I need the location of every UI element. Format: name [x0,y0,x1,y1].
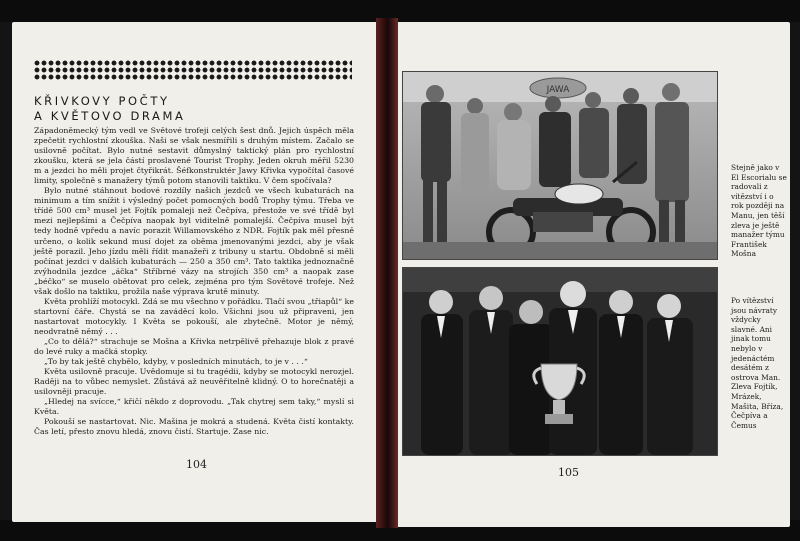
banner-text: JAWA [546,85,570,95]
photo-riders-illustration [403,72,717,259]
chapter-title [34,94,352,124]
chapter-title-line-2: A KVĚTOVO DRAMA [34,109,186,123]
paragraph: „Hledej na svícce,“ křičí někdo z doprovodu. „Tak chytrej sem taky,“ myslí si Květa. [34,397,354,417]
photo-caption-bottom: Po vítězství jsou návraty vždycky slavné. Ani jinak tomu nebylo v jedenáctém desátém z ostrova Man. Zleva Fojtík, Mrázek, Mašita, Bříza, Čečpíva a Čemus [731,296,784,430]
paragraph: „To by tak ještě chybělo, kdyby, v posledních minutách, to je v . . .“ [44,357,308,367]
paragraph: „Co to dělá?“ strachuje se Mošna a Křivka netrpělivě přehazuje blok z pravé do levé ruky a mačká stopky. [34,336,354,357]
paragraph: Západoněmecký tým vedl ve Světové trofeji celých šest dnů. Jejich úspěch měla zpečetit rychlostní zkouška. Naši se však nesmířili s druhým místem. Začalo se usilovně počítat. Bylo nutné sestavit důmyslný taktický plán pro rychlostní zkoušku, která se jela částí proslavené Tourist Trophy. Jeden okruh měřil 5230 m a jezdci ho měli projet čtyřikrát. Šéfkonstruktér Jawy Křivka vypočítal časové limity, společně s manažery týmů potom stanovili taktiku. V čem spočívala? [34,126,354,186]
dotted-ornament [34,60,352,80]
paragraph: Květa usilovně pracuje. Uvědomuje si tu tragédii, kdyby se motocykl nerozjel. Raději na to vůbec nemyslet. Zůstává až neuvěřitelně klidný. O to horečnatěji a usilovněji pracuje. [34,367,354,397]
body-text [34,126,354,437]
paragraph: Květa prohlíží motocykl. Zdá se mu všechno v pořádku. Tlačí svou „třiapůl“ ke startovní čáře. Chystá se na zaváděcí kolo. Všichni jsou už připraveni, jen nastartovat motocykly. I Květa se pokouší, ale zbytečně. Motor je němý, neodvratně němý . . . [34,296,354,336]
photo-riders-with-motorcycle [402,71,718,260]
paragraph: Bylo nutné stáhnout bodové rozdíly našich jezdců ve všech kubaturách na minimum a tím snížit i výsledný počet pomocných bodů Trophy týmu. Třeba ve třídě 500 cm³ musel jet Fojtík pomaleji než Čečpíva, přestože ve své třídě byl mezi nejlepšími a Čečpíva naopak byl viditelně pomalejší. Čečpíva musel být tedy hodně vpředu a navíc porazit Willamovského z NDR. Fojtík pak měl přesně určeno, o kolik sekund musí dojet za oběma jmenovanými jezdci, aby je však ještě porazil. Jeho jízdu měli řídit manažeři z tribuny u startu. Obdobně si měli počínat jezdci v dalších kubaturách — 250 a 350 cm³. Tato taktika jednoznačně zvýhodnila jezdce „áčka“ Stříbrné vázy na strojích 350 cm³ a naopak zase „béčko“ se muselo obětovat pro celek, zejména pro tým Sovětové trofeje. Než však došlo na taktiku, prožila naše výprava krutě minuty. [34,186,354,296]
chapter-title-line-1: KŘIVKOVY POČTY [34,94,170,108]
photo-caption-top: Stejně jako v El Escorialu se radovali z vítězství i o rok později na Manu, jen těší zleva je ještě manažer týmu František Mošna [731,163,787,259]
book-gutter [376,18,398,528]
photo-team-illustration [403,268,717,455]
photo-team-with-trophy [402,267,718,456]
page-number-right: 105 [558,466,579,479]
page-number-left: 104 [186,458,207,471]
background-top [0,0,800,22]
paragraph: Pokouší se nastartovat. Nic. Mašina je mokrá a studená. Květa čistí kontakty. Čas letí, přesto znovu hledá, znovu čistí. Startuje. Zase nic. [34,417,354,437]
